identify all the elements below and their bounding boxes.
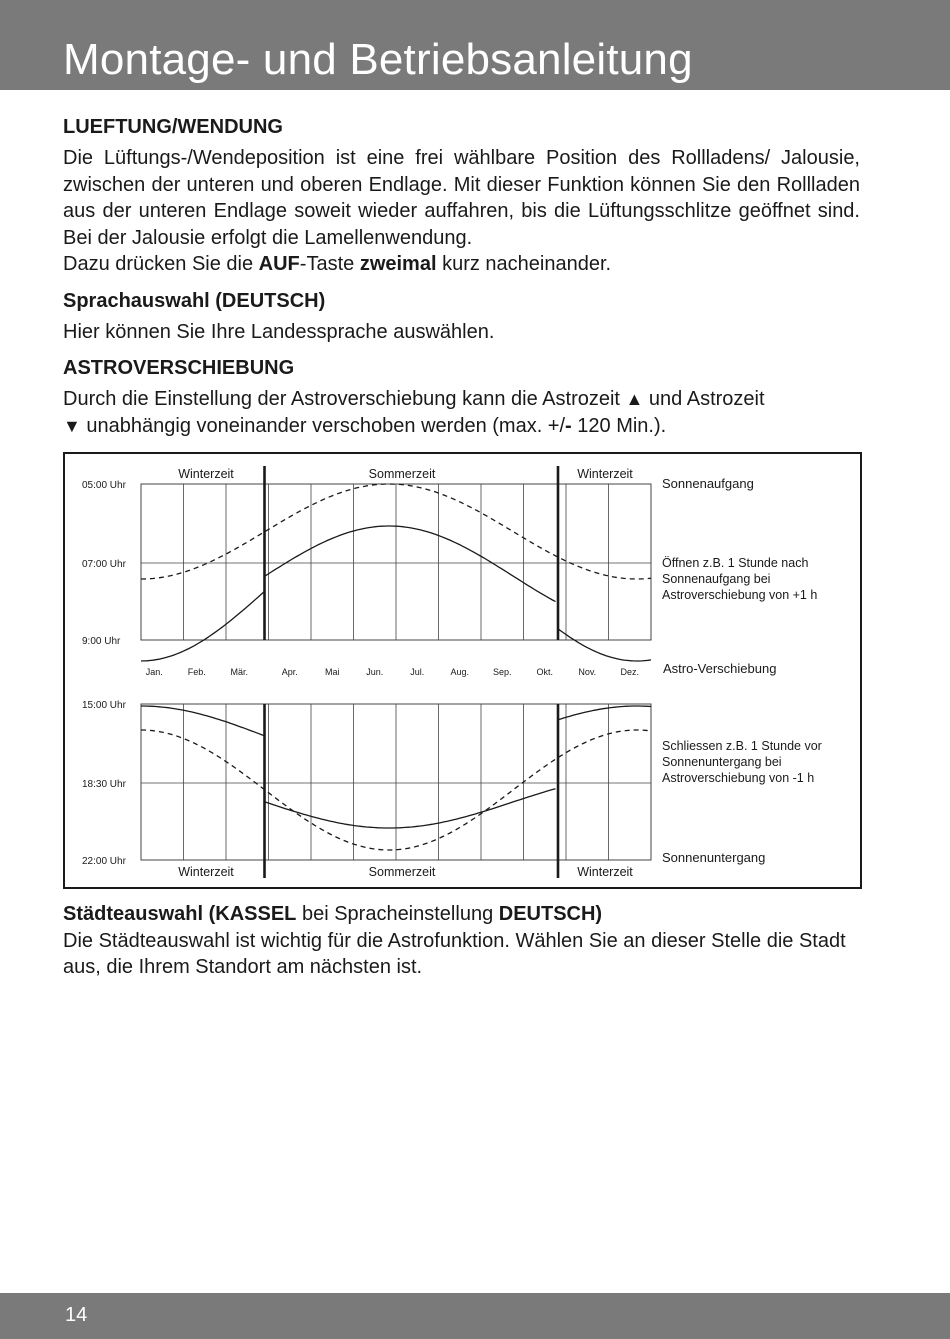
y-tick-label: 22:00 Uhr <box>82 856 126 867</box>
season-label: Sommerzeit <box>368 467 436 481</box>
sunrise-shifted-line <box>141 592 264 661</box>
month-label: Aug. <box>450 667 470 677</box>
month-label: Jun. <box>366 667 384 677</box>
season-label: Winterzeit <box>577 467 633 481</box>
month-label: Jul. <box>410 667 425 677</box>
month-label: Feb. <box>187 667 206 677</box>
astro-text: und Astrozeit <box>643 388 765 410</box>
instruction-text: Dazu drücken Sie die <box>63 253 259 275</box>
astro-text: 120 Min.). <box>571 414 667 437</box>
sunset-shifted-line <box>265 789 556 828</box>
astro-chart-svg <box>65 454 860 887</box>
month-label: Sep. <box>492 667 512 677</box>
astro-chart <box>63 452 862 889</box>
open-offset-label: Astroverschiebung von +1 h <box>662 588 818 602</box>
season-label: Winterzeit <box>178 865 234 879</box>
section-heading-astro: ASTROVERSCHIEBUNG <box>63 357 295 379</box>
y-tick-label: 07:00 Uhr <box>82 559 126 570</box>
section-text-astro <box>63 386 860 439</box>
twice-label: zweimal <box>359 253 437 275</box>
section-heading-sprache: Sprachauswahl (DEUTSCH) <box>63 290 326 312</box>
staedte-heading-normal: bei Spracheinstellung <box>296 903 499 925</box>
season-label: Winterzeit <box>577 865 633 879</box>
astro-text: - <box>565 414 572 437</box>
y-tick-label: 05:00 Uhr <box>82 480 126 491</box>
close-offset-label: Astroverschiebung von -1 h <box>662 771 815 785</box>
section-text-staedte: Die Städteauswahl ist wichtig für die Astrofunktion. Wählen Sie an dieser Stelle die Stadt aus, die Ihrem Standort am nächsten ist. <box>63 929 846 978</box>
astro-text: unabhängig voneinander verschoben werden (max. +/ <box>80 414 566 437</box>
triangle-down-icon: ▼ <box>63 415 81 436</box>
season-label: Sommerzeit <box>368 865 436 879</box>
section-heading-lueftung: LUEFTUNG/WENDUNG <box>63 116 283 138</box>
auf-key-label: AUF <box>258 253 300 275</box>
lueftung-paragraph: Die Lüftungs-/Wendeposition ist eine frei wählbare Position des Rollladens/ Jalousie, zwischen der unteren und oberen Endlage. Mit dieser Funktion können Sie den Rollladen aus der unteren Endlage soweit wieder auffahren, bis die Lüftungsschlitze geöffnet sind. Bei der Jalousie erfolgt die Lamellenwendung. <box>63 147 860 249</box>
instruction-text: kurz nacheinander. <box>436 253 612 275</box>
instruction-text: -Taste <box>299 253 360 275</box>
page-header <box>0 0 950 90</box>
open-offset-label: Sonnenaufgang bei <box>662 572 771 586</box>
month-label: Okt. <box>536 667 554 677</box>
page-title: Montage- und Betriebsanleitung <box>63 35 693 84</box>
month-label: Mai <box>324 667 340 677</box>
astro-text: Durch die Einstellung der Astroverschiebung kann die Astrozeit <box>63 388 626 410</box>
y-tick-label: 18:30 Uhr <box>82 779 126 790</box>
sunrise-shifted-line <box>558 629 651 661</box>
close-offset-label: Sonnenuntergang bei <box>662 755 782 769</box>
month-label: Dez. <box>620 667 640 677</box>
sunset-shifted-line <box>558 706 651 720</box>
month-label: Jan. <box>145 667 163 677</box>
month-label: Mär. <box>230 667 249 677</box>
section-text-sprache: Hier können Sie Ihre Landessprache auswählen. <box>63 321 495 343</box>
sunrise-shifted-line <box>265 526 556 602</box>
month-label: Nov. <box>578 667 597 677</box>
page-footer <box>0 1293 950 1339</box>
open-offset-label: Öffnen z.B. 1 Stunde nach <box>662 556 809 570</box>
triangle-up-icon: ▲ <box>625 389 644 409</box>
season-label: Winterzeit <box>178 467 234 481</box>
section-text-lueftung <box>63 145 860 278</box>
lueftung-instruction <box>63 251 860 278</box>
staedte-heading-bold: Städteauswahl (KASSEL <box>63 903 297 925</box>
sunset-label: Sonnenuntergang <box>662 850 766 865</box>
section-staedte <box>63 901 860 981</box>
sunrise-label: Sonnenaufgang <box>662 476 754 491</box>
close-offset-label: Schliessen z.B. 1 Stunde vor <box>662 739 822 753</box>
page-number: 14 <box>65 1304 88 1326</box>
section-heading-staedte <box>63 901 860 928</box>
month-label: Apr. <box>281 667 298 677</box>
staedte-heading-bold: DEUTSCH) <box>498 903 603 925</box>
y-tick-label: 15:00 Uhr <box>82 700 126 711</box>
y-tick-label: 9:00 Uhr <box>82 636 121 647</box>
astro-shift-label: Astro-Verschiebung <box>663 661 777 676</box>
